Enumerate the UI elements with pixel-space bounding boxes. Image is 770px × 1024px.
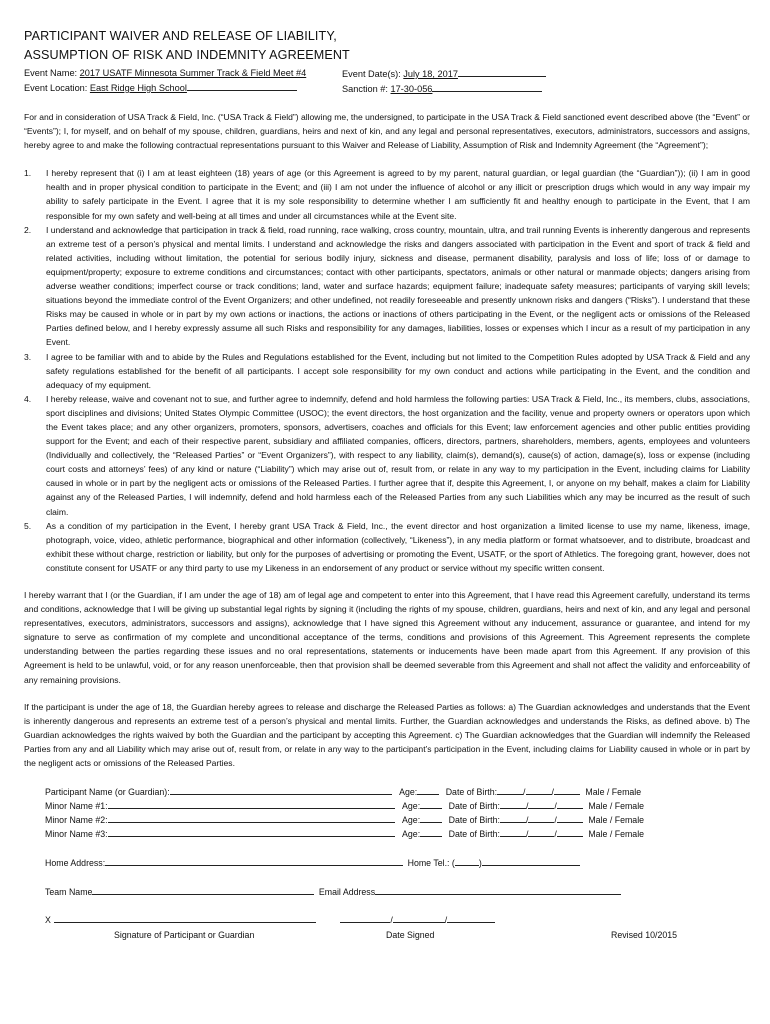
event-name-value: 2017 USATF Minnesota Summer Track & Field Meet #4 xyxy=(79,68,307,78)
age-field[interactable] xyxy=(417,784,439,795)
x-mark: X xyxy=(45,915,51,926)
sex-option[interactable]: Male / Female xyxy=(588,801,645,812)
signature-row: X / / xyxy=(45,912,495,926)
revised-date: Revised 10/2015 xyxy=(611,930,678,941)
dob-field[interactable] xyxy=(500,798,526,809)
guardian-paragraph: If the participant is under the age of 18, the Guardian hereby agrees to release and discharge the Released Parties as follows: a) The Guardian acknowledges and understands that the Event is inherently dangerous and represents an extreme test of a person’s physical and mental limits. Further, the Guardian acknowledges and understands the Risks, as defined above. b) The Guardian acknowledges the rights waived by both the Guardian and the participant by accepting this Agreement. c) The Guardian acknowledges that the Guardian will indemnify the Released Parties from any and all Liability which may arise out of, result from, or relate in any way to the participant’s participation in the Event, including claims for Liability caused in whole or in part by the negligent acts or omissions of the Released Parties. xyxy=(24,701,750,769)
sex-option[interactable]: Male / Female xyxy=(588,815,645,826)
minor-row: Minor Name #3: Age: Date of Birth: / / Male / Female xyxy=(45,826,644,840)
waiver-document xyxy=(24,27,750,962)
minor-row: Minor Name #2: Age: Date of Birth: / / Male / Female xyxy=(45,812,644,826)
document-title xyxy=(24,27,750,65)
sanction-number-value: 17-30-056 xyxy=(390,84,433,94)
home-address-field[interactable] xyxy=(105,855,403,866)
title-line-1: PARTICIPANT WAIVER AND RELEASE OF LIABILITY, xyxy=(24,29,337,43)
representations-list xyxy=(24,166,750,575)
team-name-field[interactable] xyxy=(92,884,314,895)
event-date: Event Date(s): July 18, 2017 xyxy=(342,66,742,81)
home-phone-field[interactable] xyxy=(482,855,580,866)
sex-option[interactable]: Male / Female xyxy=(585,787,642,798)
intro-paragraph: For and in consideration of USA Track & Field, Inc. (“USA Track & Field”) allowing me, the undersigned, to participate in the USA Track & Field sanctioned event described above (the “Event” or “Events”); I, for myself, and on behalf of my spouse, children, guardians, heirs and next of kin, and any legal and personal representatives, executors, administrators, successors and assigns, hereby agree to and make the following contractual representations pursuant to this Waiver and Release of Liability, Assumption of Risk and Indemnity Agreement (the “Agreement”); xyxy=(24,112,750,151)
list-item: 3. I agree to be familiar with and to abide by the Rules and Regulations established for the Event, including but not limited to the Competition Rules adopted by USA Track & Field and any safety regulations established for the benefit of all participants. I accept sole responsibility for my own conduct and actions while participating in the Event, and the condition and adequacy of my equipment. xyxy=(24,351,750,390)
warranty-paragraph: I hereby warrant that I (or the Guardian, if I am under the age of 18) am of legal age and competent to enter into this Agreement, that I have read this Agreement carefully, understand its terms and conditions, acknowledge that I will be giving up substantial legal rights by signing it (including the rights of my spouse, children, guardians, heirs and next of kin, and any legal and personal representatives, executors, administrators, successors and assigns), acknowledge that I have signed this Agreement without any inducement, assurance or guarantee, and intend for my signature to serve as confirmation of my complete and unconditional acceptance of the terms, conditions and provisions of this Agreement. This Agreement represents the complete understanding between the parties regarding these issues and no oral representations, statements or inducements have been made apart from this Agreement. If any provision of this Agreement is held to be unlawful, void, or for any reason unenforceable, then that provision shall be deemed severable from this Agreement and shall not affect the validity and enforceability of any remaining provisions. xyxy=(24,590,750,685)
area-code-field[interactable] xyxy=(455,855,479,866)
dob-field[interactable] xyxy=(500,826,526,837)
minor-name-field[interactable] xyxy=(108,812,395,823)
signature-caption: Signature of Participant or Guardian xyxy=(114,930,255,941)
list-item: 2. I understand and acknowledge that participation in track & field, road running, race walking, cross country, mountain, ultra, and trail running Events is inherently dangerous and represents an extreme test of a person’s physical and mental limits. I understand and acknowledge the risks and dangers associated with participation in the Event and sport of track & field and related activities, including without limitation, the potential for serious bodily injury, sickness and disease, permanent disability, paralysis and loss of life; loss of or damage to equipment/property; exposure to extreme conditions and circumstances; contact with other participants, spectators, animals or other natural or manmade objects; dangers arising from adverse weather conditions; imperfect course or track conditions; land, water and surface hazards; equipment failure; inadequate safety measures; participants of varying skill levels; situations beyond the immediate control of the Event Organizers; and other undefined, not readily foreseeable and presently unknown risks and dangers (“Risks”). I understand that these Risks may be caused in whole or in part by my own actions or inactions, the actions or inactions of others participating in the Event, or the negligent acts or omissions of the Released Parties defined below, and I hereby expressly assume all such Risks and responsibility for any damages, liabilities, losses or expenses which I incur as a result of my participation in any Event. xyxy=(24,224,750,348)
participant-row: Participant Name (or Guardian): Age: Date of Birth: / / Male / Female xyxy=(45,784,641,798)
signature-form xyxy=(24,784,750,962)
event-date-value: July 18, 2017 xyxy=(403,69,458,79)
minor-name-field[interactable] xyxy=(108,826,395,837)
home-row: Home Address: Home Tel.: ( ) xyxy=(45,855,580,869)
event-location-value: East Ridge High School xyxy=(89,83,187,93)
dob-field[interactable] xyxy=(497,784,523,795)
dob-field[interactable] xyxy=(500,812,526,823)
age-field[interactable] xyxy=(420,812,442,823)
participant-name-field[interactable] xyxy=(170,784,392,795)
list-item: 5. As a condition of my participation in the Event, I hereby grant USA Track & Field, Inc., the event director and host organization a limited license to use my name, likeness, image, photograph, voice, video, athletic performance, biographical and other information (collectively, “Likeness”), in any media platform or format whatsoever, and to distribute, broadcast and exhibit these without charge, restriction or liability, but only for the purposes of advertising or promoting the Event, USATF, or the sport of Athletics. The foregoing grant, however, does not constitute consent for USATF or any third party to use my Likeness in an endorsement of any product or service without my specific written consent. xyxy=(24,520,750,573)
sanction-number: Sanction #: 17-30-056 xyxy=(342,81,742,96)
date-signed-field[interactable] xyxy=(340,912,390,923)
event-details xyxy=(24,66,750,96)
signature-field[interactable] xyxy=(54,912,316,923)
age-field[interactable] xyxy=(420,826,442,837)
list-item: 1. I hereby represent that (i) I am at least eighteen (18) years of age (or this Agreement is agreed to by my parent, natural guardian, or legal guardian (the “Guardian”)); (ii) I am in good health and in proper physical condition to participate in the Event; and (iii) I am not under the influence of alcohol or any illicit or prescription drugs which would in any way impair my ability to safely participate in the Event. I agree that it is my sole responsibility to determine whether I am sufficiently fit and healthy enough to participate in the Event, that I am responsible for my own safety and well-being at all times and under all circumstances while at the Event site. xyxy=(24,168,750,221)
email-address-field[interactable] xyxy=(375,884,621,895)
minor-row: Minor Name #1: Age: Date of Birth: / / Male / Female xyxy=(45,798,644,812)
age-field[interactable] xyxy=(420,798,442,809)
date-caption: Date Signed xyxy=(386,930,435,941)
team-row: Team Name Email Address xyxy=(45,884,621,898)
event-location: Event Location: East Ridge High School xyxy=(24,80,344,95)
list-item: 4. I hereby release, waive and covenant not to sue, and further agree to indemnify, defend and hold harmless the following parties: USA Track & Field, Inc., its members, clubs, associations, sport disciplines and divisions; United States Olympic Committee (USOC); the event directors, the host organization and the facility, venue and property owners or operators upon which the Event takes place; and any other organizers, promoters, sponsors, advertisers, coaches and officials for this Event; law enforcement agencies and other public entities providing support for the Event; and each of their respective parent, subsidiary and affiliated companies, officers, directors, partners, shareholders, members, agents, employees and volunteers (Individually and collectively, the “Released Parties” or “Event Organizers”), with respect to any liability, claim(s), demand(s), cause(s) of action, damage(s), loss or expense (including court costs and attorneys’ fees) of any kind or nature (“Liability”) which may arise out of, result from, or relate in any way to my participation in the Event, including claims for Liability caused in whole or in part by the negligent acts or omissions of the Released Parties. I further agree that if, despite this Agreement, I, or anyone on my behalf, makes a claim for Liability against any of the Released Parties, I will indemnify, defend and hold harmless each of the Released Parties from any such Liabilities which any may be incurred as the result of such claim. xyxy=(24,393,750,517)
event-name: Event Name: 2017 USATF Minnesota Summer Track & Field Meet #4 xyxy=(24,68,307,78)
title-line-2: ASSUMPTION OF RISK AND INDEMNITY AGREEMENT xyxy=(24,48,350,62)
minor-name-field[interactable] xyxy=(108,798,395,809)
sex-option[interactable]: Male / Female xyxy=(588,829,645,840)
